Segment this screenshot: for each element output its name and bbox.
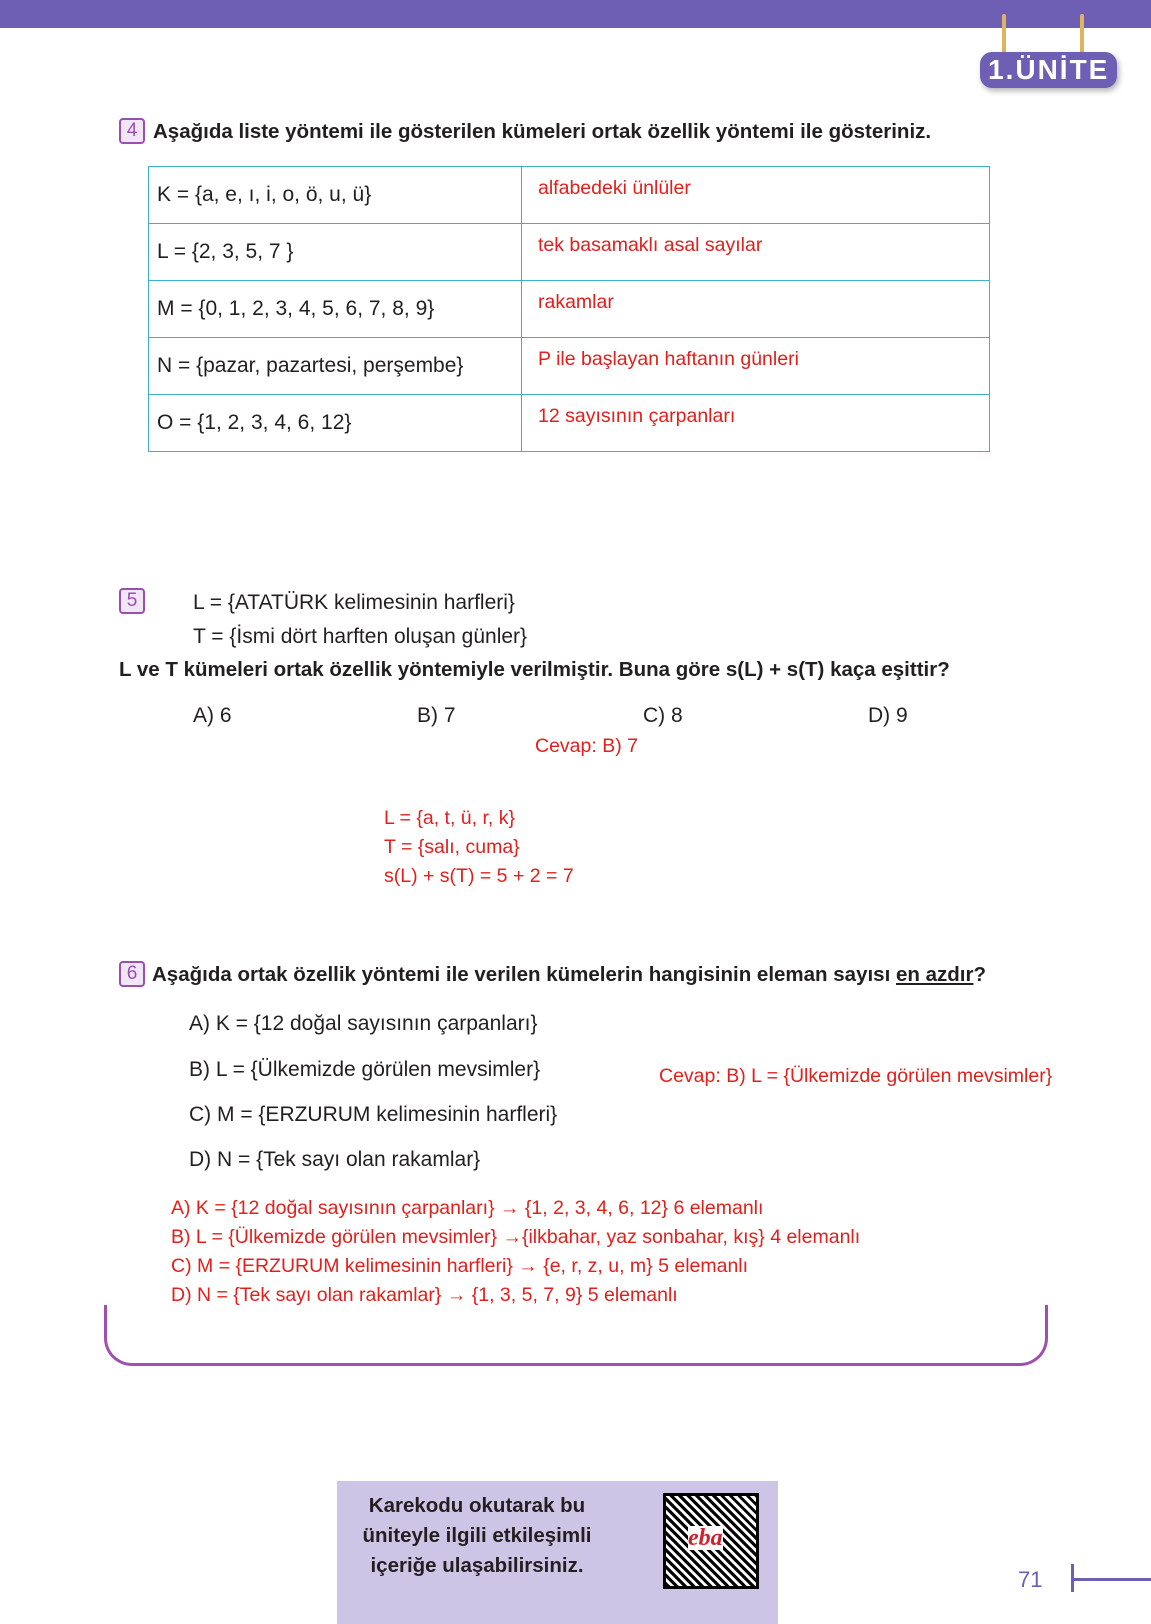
set-cell: M = {0, 1, 2, 3, 4, 5, 6, 7, 8, 9}	[149, 281, 522, 338]
section-bracket	[104, 1305, 1048, 1366]
q6-option-a: A) K = {12 doğal sayısının çarpanları}	[189, 1012, 538, 1035]
q5-option-d: D) 9	[868, 704, 908, 727]
qr-info-box	[337, 1481, 778, 1624]
q6-question-emphasis: en azdır	[895, 963, 974, 986]
qr-code-icon[interactable]	[663, 1493, 759, 1589]
q6-option-c: C) M = {ERZURUM kelimesinin harfleri}	[189, 1103, 558, 1126]
q5-question: L ve T kümeleri ortak özellik yöntemiyle verilmiştir. Buna göre s(L) + s(T) kaça eşittir?	[119, 658, 950, 681]
set-cell: O = {1, 2, 3, 4, 6, 12}	[149, 395, 522, 452]
q6-question	[152, 963, 986, 987]
table-row	[149, 338, 990, 395]
qr-text: Karekodu okutarak bu üniteyle ilgili etkileşimli içeriğe ulaşabilirsiniz.	[362, 1494, 592, 1577]
q5-work-line: s(L) + s(T) = 5 + 2 = 7	[384, 865, 574, 887]
question-number-5: 5	[119, 588, 145, 614]
answer-cell: rakamlar	[522, 281, 990, 338]
table-row	[149, 224, 990, 281]
page-marker-line	[1072, 1578, 1151, 1581]
q5-option-c: C) 8	[643, 704, 683, 727]
set-cell: N = {pazar, pazartesi, perşembe}	[149, 338, 522, 395]
q5-answer: Cevap: B) 7	[535, 735, 638, 757]
q4-title: Aşağıda liste yöntemi ile gösterilen kümeleri ortak özellik yöntemi ile gösteriniz.	[153, 120, 932, 143]
answer-cell: alfabedeki ünlüler	[522, 167, 990, 224]
q5-option-b: B) 7	[417, 704, 456, 727]
q6-answer: Cevap: B) L = {Ülkemizde görülen mevsimler}	[659, 1065, 1053, 1087]
question-number-4: 4	[119, 118, 145, 144]
unit-badge-label: 1.ÜNİTE	[980, 52, 1117, 88]
answer-cell: P ile başlayan haftanın günleri	[522, 338, 990, 395]
question-number-6: 6	[119, 961, 145, 987]
table-row	[149, 395, 990, 452]
q4-table	[148, 166, 990, 452]
q6-work-line: C) M = {ERZURUM kelimesinin harfleri} → {e, r, z, u, m} 5 elemanlı	[171, 1255, 749, 1277]
q5-line2: T = {İsmi dört harften oluşan günler}	[193, 625, 528, 648]
q6-option-d: D) N = {Tek sayı olan rakamlar}	[189, 1148, 481, 1171]
q5-work-line: T = {salı, cuma}	[384, 836, 520, 858]
q6-work-line: B) L = {Ülkemizde görülen mevsimler} →{ilkbahar, yaz sonbahar, kış} 4 elemanlı	[171, 1226, 861, 1248]
q5-work-line: L = {a, t, ü, r, k}	[384, 807, 515, 829]
q5-option-a: A) 6	[193, 704, 232, 727]
eba-logo: eba	[688, 1525, 723, 1551]
q5-line1: L = {ATATÜRK kelimesinin harfleri}	[193, 591, 515, 614]
top-bar	[0, 0, 1151, 28]
q6-work-line: A) K = {12 doğal sayısının çarpanları} → {1, 2, 3, 4, 6, 12} 6 elemanlı	[171, 1197, 764, 1219]
page-number: 71	[1018, 1567, 1043, 1592]
set-cell: K = {a, e, ı, i, o, ö, u, ü}	[149, 167, 522, 224]
answer-cell: 12 sayısının çarpanları	[522, 395, 990, 452]
table-row	[149, 281, 990, 338]
table-row	[149, 167, 990, 224]
answer-cell: tek basamaklı asal sayılar	[522, 224, 990, 281]
q6-work-line: D) N = {Tek sayı olan rakamlar} → {1, 3, 5, 7, 9} 5 elemanlı	[171, 1284, 678, 1306]
set-cell: L = {2, 3, 5, 7 }	[149, 224, 522, 281]
q6-question-text: Aşağıda ortak özellik yöntemi ile verilen kümelerin hangisinin eleman sayısı	[152, 963, 896, 986]
q6-option-b: B) L = {Ülkemizde görülen mevsimler}	[189, 1058, 541, 1081]
unit-badge	[980, 14, 1120, 94]
q6-question-end: ?	[973, 963, 986, 986]
